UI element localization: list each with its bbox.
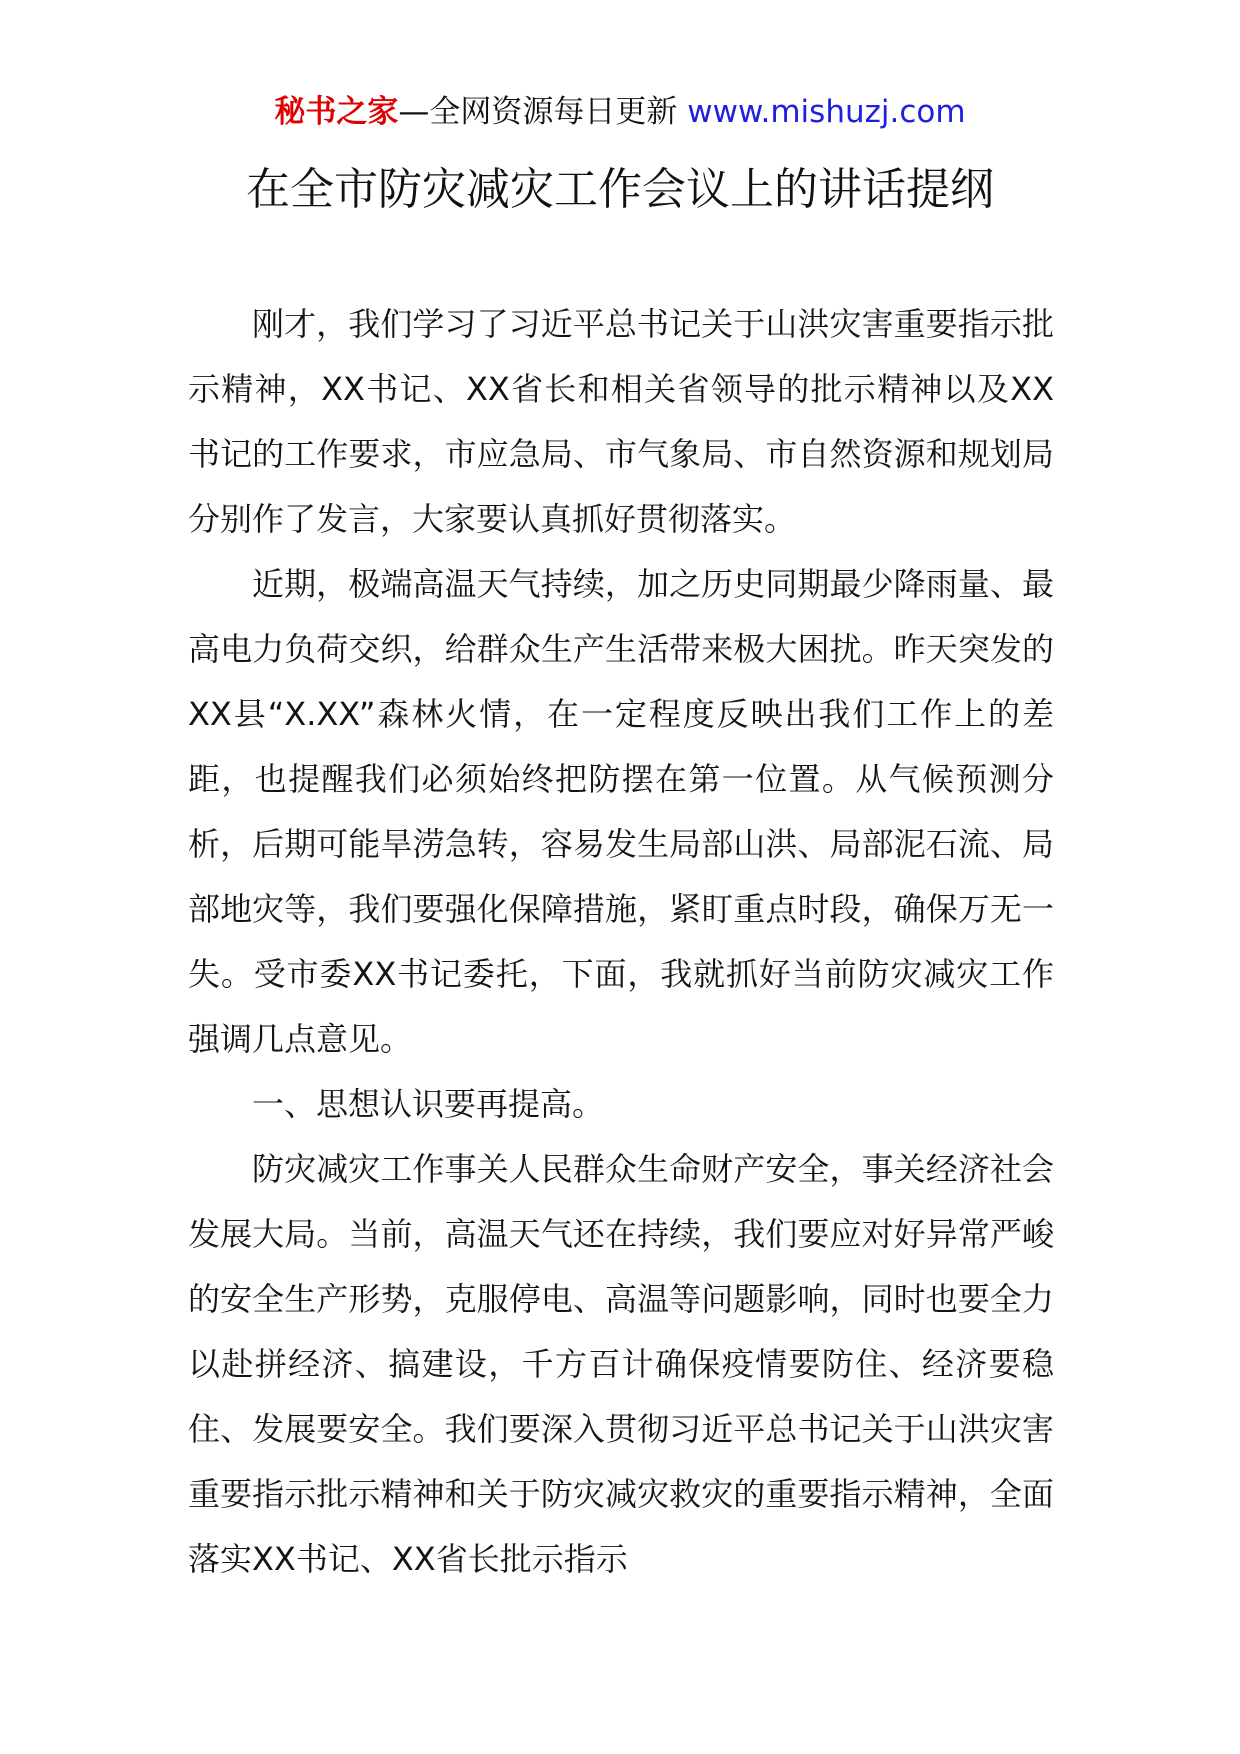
site-slogan: —全网资源每日更新 <box>398 94 688 130</box>
paragraph-section-1: 防灾减灾工作事关人民群众生命财产安全，事关经济社会发展大局。当前，高温天气还在持续，我们要应对好异常严峻的安全生产形势，克服停电、高温等问题影响，同时也要全力以赴拼经济、搞建设，千方百计确保疫情要防住、经济要稳住、发展要安全。我们要深入贯彻习近平总书记关于山洪灾害重要指示批示精神和关于防灾减灾救灾的重要指示精神，全面落实XX书记、XX省长批示指示 <box>188 1150 1054 1578</box>
document-body <box>188 292 1054 1592</box>
site-brand: 秘书之家 <box>274 94 399 130</box>
paragraph-intro: 刚才，我们学习了习近平总书记关于山洪灾害重要指示批示精神，XX书记、XX省长和相关省领导的批示精神以及XX书记的工作要求，市应急局、市气象局、市自然资源和规划局分别作了发言，大家要认真抓好贯彻落实。 <box>188 305 1054 538</box>
paragraph-situation: 近期，极端高温天气持续，加之历史同期最少降雨量、最高电力负荷交织，给群众生产生活带来极大困扰。昨天突发的XX县“X.XX”森林火情，在一定程度反映出我们工作上的差距，也提醒我们必须始终把防摆在第一位置。从气候预测分析，后期可能旱涝急转，容易发生局部山洪、局部泥石流、局部地灾等，我们要强化保障措施，紧盯重点时段，确保万无一失。受市委XX书记委托，下面，我就抓好当前防灾减灾工作强调几点意见。 <box>188 565 1054 1058</box>
document-title: 在全市防灾减灾工作会议上的讲话提纲 <box>246 164 994 215</box>
site-header <box>0 92 1240 132</box>
site-url-link[interactable]: www.mishuzj.com <box>687 94 966 130</box>
section-heading-1: 一、思想认识要再提高。 <box>252 1085 605 1123</box>
